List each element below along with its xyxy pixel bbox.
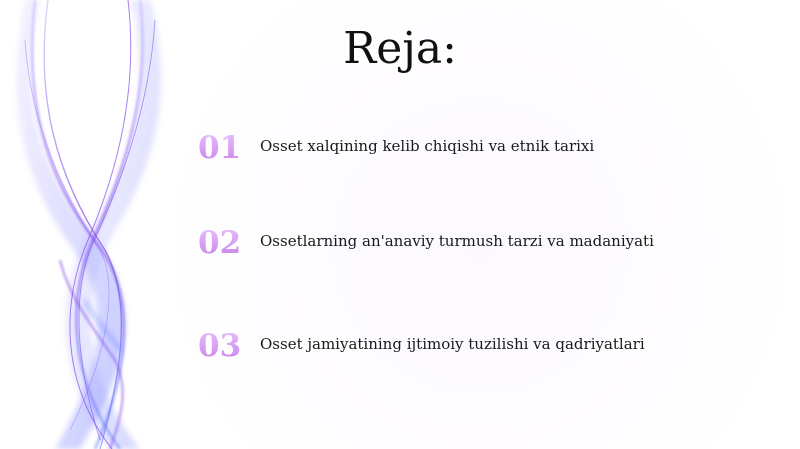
item-number: 01	[198, 130, 248, 166]
list-item	[198, 225, 758, 265]
list-item	[198, 130, 758, 170]
page-title: Reja:	[343, 23, 457, 74]
item-text: Ossetlarning an'anaviy turmush tarzi va madaniyati	[260, 232, 654, 250]
item-text: Osset xalqining kelib chiqishi va etnik tarixi	[260, 137, 595, 155]
item-text: Osset jamiyatining ijtimoiy tuzilishi va qadriyatlari	[260, 335, 645, 353]
list-item	[198, 328, 758, 368]
item-number: 02	[198, 225, 248, 261]
item-number: 03	[198, 328, 248, 364]
smoke-ribbon-decoration	[0, 0, 200, 449]
